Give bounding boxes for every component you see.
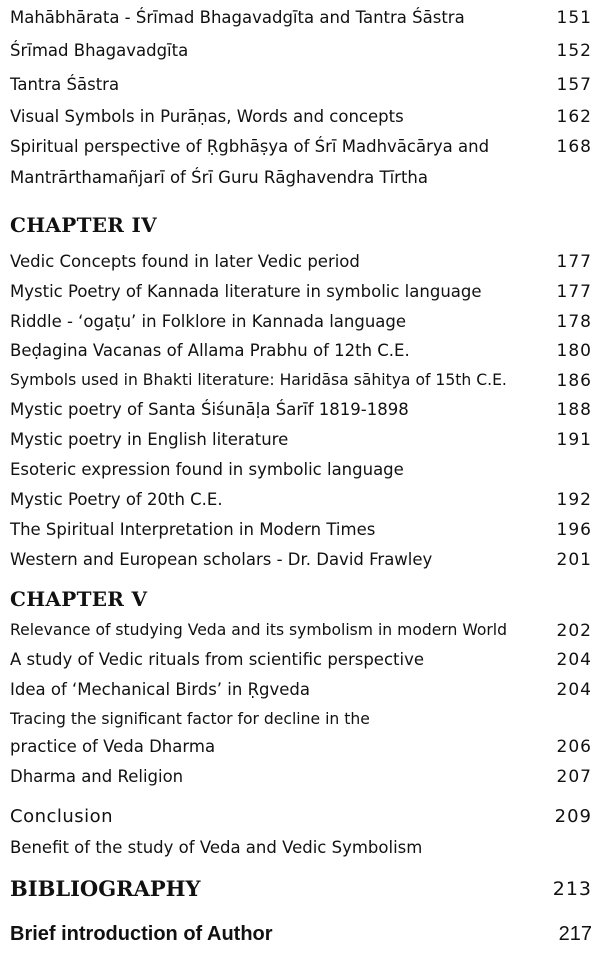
entry-title: Riddle - ‘ogaṭu’ in Folklore in Kannada language xyxy=(10,312,407,331)
entry-page: 180 xyxy=(556,341,592,361)
entry-page: 204 xyxy=(556,680,592,700)
entry-page: 168 xyxy=(556,137,592,157)
entry-page: 152 xyxy=(556,41,592,61)
conclusion-title: Conclusion xyxy=(10,806,114,827)
entry-title: Visual Symbols in Purāṇas, Words and concepts xyxy=(10,107,404,126)
entry-page: 196 xyxy=(556,520,592,540)
author-intro-title: Brief introduction of Author xyxy=(10,923,273,945)
entry-title: Vedic Concepts found in later Vedic period xyxy=(10,252,360,271)
entry-title: Mystic poetry of Santa Śiśunāḷa Śarīf 1819-1898 xyxy=(10,400,409,419)
entry-title: Dharma and Religion xyxy=(10,767,184,786)
entry-title: Relevance of studying Veda and its symbolism in modern World xyxy=(10,621,508,639)
entry-title: A study of Vedic rituals from scientific perspective xyxy=(10,650,424,669)
entry-page: 188 xyxy=(556,400,592,420)
entry-page: 206 xyxy=(556,737,592,757)
entry-title: Mahābhārata - Śrīmad Bhagavadgīta and Tantra Śāstra xyxy=(10,8,465,27)
entry-page: 204 xyxy=(556,650,592,670)
entry-page: 151 xyxy=(556,8,592,28)
entry-title: Mystic Poetry of 20th C.E. xyxy=(10,490,223,509)
author-intro-page: 217 xyxy=(558,923,592,945)
bibliography-title: BIBLIOGRAPHY xyxy=(10,876,201,901)
entry-page: 192 xyxy=(556,490,592,510)
entry-page: 207 xyxy=(556,767,592,787)
entry-title: practice of Veda Dharma xyxy=(10,737,216,756)
entry-title: Tantra Śāstra xyxy=(10,75,120,94)
entry-page: 178 xyxy=(556,312,592,332)
entry-title: Idea of ‘Mechanical Birds’ in Ṛgveda xyxy=(10,680,311,699)
entry-title: Benefit of the study of Veda and Vedic Symbolism xyxy=(10,838,423,857)
entry-page: 177 xyxy=(556,282,592,302)
entry-page: 157 xyxy=(556,75,592,95)
chapter-heading: CHAPTER V xyxy=(10,587,148,611)
entry-title: Śrīmad Bhagavadgīta xyxy=(10,41,189,60)
entry-page: 186 xyxy=(556,371,592,391)
entry-page: 202 xyxy=(556,621,592,641)
entry-title: Beḍagina Vacanas of Allama Prabhu of 12th C.E. xyxy=(10,341,410,360)
entry-title: Esoteric expression found in symbolic language xyxy=(10,460,404,479)
bibliography-page: 213 xyxy=(552,878,592,900)
conclusion-page: 209 xyxy=(554,806,592,827)
entry-title: Tracing the significant factor for decline in the xyxy=(10,710,370,728)
entry-title: Spiritual perspective of Ṛgbhāṣya of Śrī Madhvācārya and xyxy=(10,137,490,156)
entry-title: The Spiritual Interpretation in Modern Times xyxy=(10,520,376,539)
entry-page: 201 xyxy=(556,550,592,570)
entry-title: Mystic poetry in English literature xyxy=(10,430,289,449)
entry-page: 191 xyxy=(556,430,592,450)
entry-page: 177 xyxy=(556,252,592,272)
chapter-heading: CHAPTER IV xyxy=(10,213,157,237)
entry-title: Mystic Poetry of Kannada literature in symbolic language xyxy=(10,282,482,301)
entry-title: Mantrārthamañjarī of Śrī Guru Rāghavendra Tīrtha xyxy=(10,168,428,187)
entry-title: Symbols used in Bhakti literature: Haridāsa sāhitya of 15th C.E. xyxy=(10,371,507,389)
entry-title: Western and European scholars - Dr. David Frawley xyxy=(10,550,433,569)
entry-page: 162 xyxy=(556,107,592,127)
